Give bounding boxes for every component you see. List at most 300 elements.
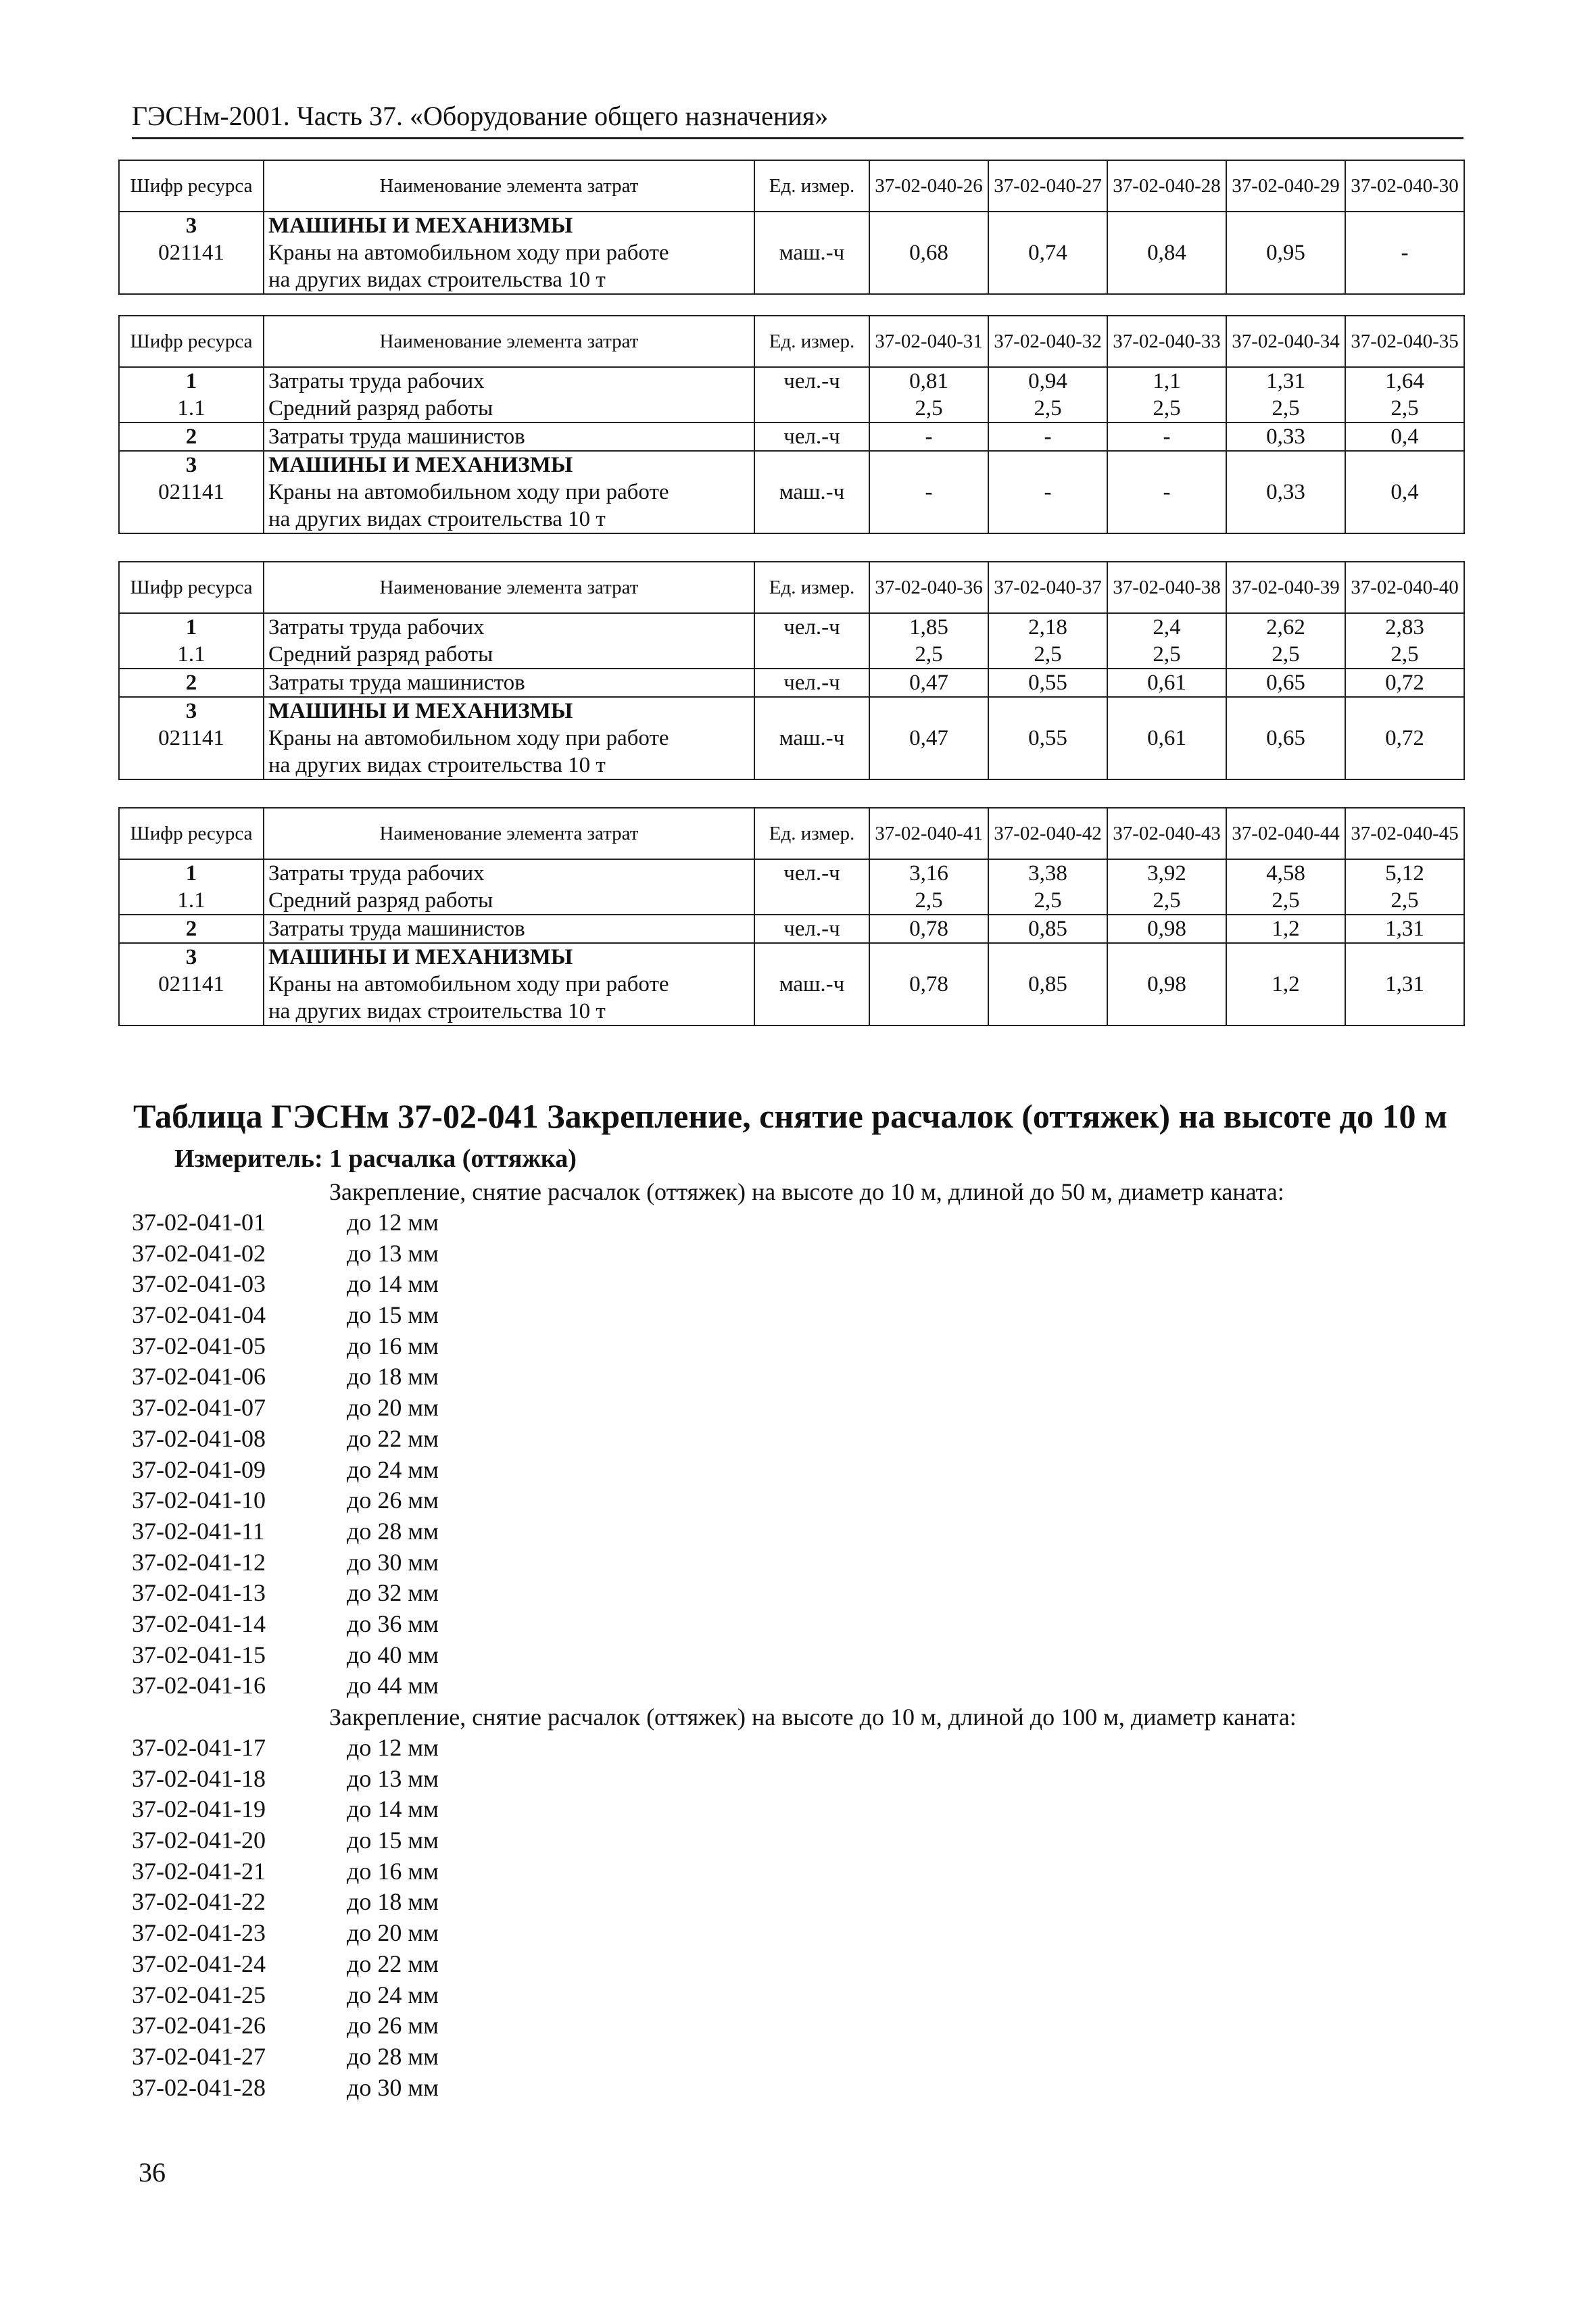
element-name-line: Затраты труда машинистов: [268, 425, 525, 449]
element-name-line: на других видах строительства 10 т: [268, 999, 606, 1023]
cell-value: [1107, 613, 1226, 669]
list-item: [132, 1825, 1297, 1856]
cell-resource-code: [119, 451, 264, 533]
value-line: 0,61: [1147, 726, 1186, 750]
resource-table: [118, 160, 1465, 295]
value-line: 0,68: [909, 241, 948, 265]
cell-resource-code: [119, 697, 264, 779]
list-item: [132, 2073, 1297, 2104]
value-line: 0,65: [1266, 726, 1305, 750]
list-item: [132, 1949, 1297, 1980]
resource-code-line: 1.1: [177, 396, 205, 420]
norm-code: 37-02-041-01: [132, 1209, 266, 1236]
list-item: [132, 1670, 1297, 1702]
header-code: Шифр ресурса: [119, 316, 264, 367]
value-line: 0,81: [909, 369, 948, 393]
header-norm-code: 37-02-040-41: [869, 808, 988, 859]
header-norm-code: 37-02-040-28: [1107, 160, 1226, 212]
norm-code: 37-02-041-27: [132, 2042, 266, 2070]
header-norm-code: 37-02-040-34: [1226, 316, 1345, 367]
list-item: [132, 1918, 1297, 1949]
norm-code: 37-02-041-16: [132, 1672, 266, 1699]
cell-value: [1345, 613, 1464, 669]
norm-list: [132, 1176, 1297, 2103]
norm-code: 37-02-041-25: [132, 1981, 266, 2008]
value-line: 0,98: [1147, 917, 1186, 941]
cell-value: [869, 859, 988, 915]
norm-code: 37-02-041-04: [132, 1301, 266, 1329]
norm-description: до 12 мм: [347, 1209, 439, 1236]
element-name-line: Затраты труда рабочих: [268, 615, 485, 640]
header-name: Наименование элемента затрат: [264, 316, 754, 367]
cell-value: [1107, 367, 1226, 423]
meter-label: Измеритель: 1 расчалка (оттяжка): [174, 1144, 577, 1173]
header-norm-code: 37-02-040-27: [988, 160, 1107, 212]
list-item: [132, 1609, 1297, 1640]
element-name-line: Затраты труда рабочих: [268, 369, 485, 393]
table-row: [119, 915, 1464, 943]
list-item: [132, 1485, 1297, 1516]
cell-value: [869, 367, 988, 423]
value-line: 2,5: [1272, 396, 1300, 420]
norm-code: 37-02-041-20: [132, 1827, 266, 1854]
cell-value: [1226, 367, 1345, 423]
norm-description: до 36 мм: [347, 1610, 439, 1637]
cell-value: [1226, 212, 1345, 294]
value-line: 0,98: [1147, 972, 1186, 996]
norm-code: 37-02-041-19: [132, 1795, 266, 1823]
norm-code: 37-02-041-28: [132, 2073, 266, 2101]
header-norm-code: 37-02-040-36: [869, 562, 988, 613]
norm-code: 37-02-041-14: [132, 1610, 266, 1637]
list-item: [132, 1640, 1297, 1671]
value-line: 0,55: [1028, 671, 1067, 695]
list-item: [132, 2010, 1297, 2042]
page-number: 36: [139, 2157, 166, 2188]
norm-description: до 20 мм: [347, 1394, 439, 1422]
norm-code: 37-02-041-11: [132, 1517, 265, 1545]
value-line: -: [1401, 241, 1409, 265]
group-intro: Закрепление, снятие расчалок (оттяжек) на высоте до 10 м, длиной до 100 м, диаметр каната:: [329, 1704, 1297, 1731]
cell-unit: чел.-ч: [754, 613, 869, 669]
cell-value: [1345, 943, 1464, 1026]
value-line: 0,47: [909, 726, 948, 750]
list-item: [132, 2042, 1297, 2073]
element-name-line: Средний разряд работы: [268, 396, 493, 420]
cell-value: [1226, 943, 1345, 1026]
value-line: -: [1163, 425, 1171, 449]
cell-element-name: [264, 423, 754, 451]
element-name-line: Краны на автомобильном ходу при работе: [268, 241, 669, 265]
value-line: 2,5: [1391, 888, 1419, 913]
value-line: 0,72: [1385, 671, 1424, 695]
page-header: ГЭСНм-2001. Часть 37. «Оборудование общего назначения»: [132, 100, 1464, 139]
table-row: [119, 669, 1464, 697]
cell-unit: чел.-ч: [754, 367, 869, 423]
norm-description: до 13 мм: [347, 1764, 439, 1792]
cell-value: [1345, 915, 1464, 943]
value-line: 1,31: [1385, 972, 1424, 996]
value-line: 2,5: [1391, 642, 1419, 667]
list-item: [132, 1455, 1297, 1486]
cell-element-name: [264, 367, 754, 423]
value-line: 2,5: [915, 396, 943, 420]
cell-resource-code: [119, 613, 264, 669]
cell-value: [1107, 423, 1226, 451]
cell-value: [988, 697, 1107, 779]
cell-value: [988, 367, 1107, 423]
norm-code: 37-02-041-15: [132, 1641, 266, 1668]
value-line: 1,31: [1266, 369, 1305, 393]
table-header-row: [119, 316, 1464, 367]
cell-value: [1107, 915, 1226, 943]
header-norm-code: 37-02-040-26: [869, 160, 988, 212]
element-name-line: Средний разряд работы: [268, 888, 493, 913]
list-item: [132, 1331, 1297, 1362]
table-row: [119, 367, 1464, 423]
norm-description: до 16 мм: [347, 1332, 439, 1359]
header-norm-code: 37-02-040-42: [988, 808, 1107, 859]
resource-code-line: 3: [185, 214, 197, 238]
value-line: 2,83: [1385, 615, 1424, 640]
cell-value: [988, 613, 1107, 669]
norm-description: до 30 мм: [347, 2073, 439, 2101]
value-line: 1,2: [1272, 917, 1300, 941]
list-item: [132, 1424, 1297, 1455]
cell-value: [988, 212, 1107, 294]
cell-value: [1345, 212, 1464, 294]
cell-value: [1107, 859, 1226, 915]
header-norm-code: 37-02-040-30: [1345, 160, 1464, 212]
element-name-line: Краны на автомобильном ходу при работе: [268, 726, 669, 750]
header-code: Шифр ресурса: [119, 160, 264, 212]
resource-table: [118, 315, 1465, 534]
norm-description: до 32 мм: [347, 1579, 439, 1607]
value-line: 0,61: [1147, 671, 1186, 695]
element-name-line: на других видах строительства 10 т: [268, 507, 606, 531]
cell-resource-code: [119, 915, 264, 943]
cell-element-name: [264, 669, 754, 697]
element-name-line: на других видах строительства 10 т: [268, 268, 606, 292]
cell-value: [1226, 451, 1345, 533]
cell-unit: чел.-ч: [754, 859, 869, 915]
list-item: [132, 1269, 1297, 1300]
norm-description: до 18 мм: [347, 1363, 439, 1391]
element-name-line: Краны на автомобильном ходу при работе: [268, 480, 669, 504]
cell-value: [1345, 669, 1464, 697]
norm-code: 37-02-041-26: [132, 2012, 266, 2040]
value-line: 2,5: [1391, 396, 1419, 420]
list-item: [132, 1733, 1297, 1764]
value-line: 5,12: [1385, 861, 1424, 886]
value-line: 2,5: [1034, 396, 1062, 420]
value-line: 0,85: [1028, 972, 1067, 996]
table-header-row: [119, 562, 1464, 613]
norm-description: до 14 мм: [347, 1795, 439, 1823]
list-item: [132, 1393, 1297, 1424]
table-row: [119, 613, 1464, 669]
list-item: [132, 1516, 1297, 1547]
value-line: 0,65: [1266, 671, 1305, 695]
norm-description: до 15 мм: [347, 1301, 439, 1329]
value-line: 1,2: [1272, 972, 1300, 996]
resource-code-line: 021141: [158, 480, 224, 504]
norm-code: 37-02-041-10: [132, 1487, 266, 1514]
norm-code: 37-02-041-03: [132, 1270, 266, 1298]
list-item: [132, 1794, 1297, 1825]
list-item: [132, 1980, 1297, 2011]
value-line: 0,72: [1385, 726, 1424, 750]
norm-description: до 40 мм: [347, 1641, 439, 1668]
value-line: 0,78: [909, 917, 948, 941]
header-norm-code: 37-02-040-40: [1345, 562, 1464, 613]
element-name-line: МАШИНЫ И МЕХАНИЗМЫ: [268, 945, 573, 969]
header-code: Шифр ресурса: [119, 562, 264, 613]
value-line: 2,5: [1272, 888, 1300, 913]
table-row: [119, 423, 1464, 451]
section-title: Таблица ГЭСНм 37-02-041 Закрепление, снятие расчалок (оттяжек) на высоте до 10 м: [133, 1097, 1448, 1135]
cell-value: [869, 669, 988, 697]
table-row: [119, 859, 1464, 915]
list-item: [132, 1764, 1297, 1795]
value-line: 0,47: [909, 671, 948, 695]
norm-description: до 22 мм: [347, 1950, 439, 1977]
cell-element-name: [264, 859, 754, 915]
value-line: 2,18: [1028, 615, 1067, 640]
element-name-line: МАШИНЫ И МЕХАНИЗМЫ: [268, 214, 573, 238]
cell-value: [1226, 423, 1345, 451]
resource-code-line: 3: [185, 453, 197, 477]
value-line: 2,5: [1153, 396, 1181, 420]
norm-code: 37-02-041-23: [132, 1919, 266, 1947]
table-header-row: [119, 808, 1464, 859]
cell-element-name: [264, 451, 754, 533]
value-line: 3,92: [1147, 861, 1186, 886]
norm-code: 37-02-041-13: [132, 1579, 266, 1607]
cell-value: [1226, 859, 1345, 915]
norm-code: 37-02-041-05: [132, 1332, 266, 1359]
cell-value: [988, 451, 1107, 533]
header-norm-code: 37-02-040-39: [1226, 562, 1345, 613]
value-line: 2,5: [1153, 642, 1181, 667]
norm-code: 37-02-041-18: [132, 1764, 266, 1792]
list-item: [132, 1207, 1297, 1238]
cell-value: [1345, 451, 1464, 533]
cell-value: [1345, 367, 1464, 423]
value-line: -: [1163, 480, 1171, 504]
cell-value: [1226, 915, 1345, 943]
element-name-line: Затраты труда машинистов: [268, 917, 525, 941]
cell-unit: чел.-ч: [754, 915, 869, 943]
cell-value: [869, 451, 988, 533]
norm-code: 37-02-041-02: [132, 1239, 266, 1267]
header-norm-code: 37-02-040-31: [869, 316, 988, 367]
resource-code-line: 1.1: [177, 642, 205, 667]
value-line: -: [1044, 480, 1052, 504]
cell-resource-code: [119, 212, 264, 294]
header-unit: Ед. измер.: [754, 808, 869, 859]
norm-description: до 20 мм: [347, 1919, 439, 1947]
value-line: 1,64: [1385, 369, 1424, 393]
cell-element-name: [264, 943, 754, 1026]
element-name-line: на других видах строительства 10 т: [268, 753, 606, 777]
cell-unit: маш.-ч: [754, 451, 869, 533]
cell-value: [1107, 212, 1226, 294]
element-name-line: Затраты труда рабочих: [268, 861, 485, 886]
cell-value: [869, 915, 988, 943]
resource-code-line: 1.1: [177, 888, 205, 913]
resource-code-line: 1: [185, 369, 197, 393]
value-line: 0,78: [909, 972, 948, 996]
list-item: [132, 1238, 1297, 1270]
header-unit: Ед. измер.: [754, 562, 869, 613]
resource-code-line: 2: [185, 671, 197, 695]
cell-value: [1345, 697, 1464, 779]
norm-code: 37-02-041-07: [132, 1394, 266, 1422]
resource-code-line: 3: [185, 699, 197, 723]
value-line: 0,33: [1266, 425, 1305, 449]
cell-value: [988, 669, 1107, 697]
resource-code-line: 2: [185, 917, 197, 941]
value-line: 2,5: [915, 642, 943, 667]
norm-description: до 15 мм: [347, 1827, 439, 1854]
header-norm-code: 37-02-040-29: [1226, 160, 1345, 212]
cell-resource-code: [119, 943, 264, 1026]
element-name-line: МАШИНЫ И МЕХАНИЗМЫ: [268, 699, 573, 723]
norm-description: до 28 мм: [347, 2042, 439, 2070]
norm-description: до 26 мм: [347, 1487, 439, 1514]
table-header-row: [119, 160, 1464, 212]
list-item: [132, 1361, 1297, 1393]
cell-unit: чел.-ч: [754, 423, 869, 451]
cell-unit: маш.-ч: [754, 697, 869, 779]
value-line: 3,16: [909, 861, 948, 886]
norm-description: до 12 мм: [347, 1734, 439, 1761]
norm-code: 37-02-041-06: [132, 1363, 266, 1391]
header-name: Наименование элемента затрат: [264, 562, 754, 613]
header-unit: Ед. измер.: [754, 316, 869, 367]
value-line: 0,4: [1391, 480, 1419, 504]
cell-element-name: [264, 697, 754, 779]
cell-unit: маш.-ч: [754, 212, 869, 294]
header-norm-code: 37-02-040-32: [988, 316, 1107, 367]
value-line: 2,5: [1034, 888, 1062, 913]
header-unit: Ед. измер.: [754, 160, 869, 212]
norm-description: до 24 мм: [347, 1981, 439, 2008]
resource-code-line: 2: [185, 425, 197, 449]
value-line: 2,5: [915, 888, 943, 913]
table-row: [119, 212, 1464, 294]
value-line: 0,74: [1028, 241, 1067, 265]
table-row: [119, 943, 1464, 1026]
header-norm-code: 37-02-040-44: [1226, 808, 1345, 859]
value-line: -: [925, 425, 933, 449]
norm-description: до 16 мм: [347, 1857, 439, 1885]
value-line: 1,31: [1385, 917, 1424, 941]
element-name-line: Затраты труда машинистов: [268, 671, 525, 695]
table-row: [119, 697, 1464, 779]
value-line: 0,55: [1028, 726, 1067, 750]
cell-value: [1226, 669, 1345, 697]
cell-value: [1107, 669, 1226, 697]
cell-resource-code: [119, 669, 264, 697]
value-line: 4,58: [1266, 861, 1305, 886]
value-line: 0,33: [1266, 480, 1305, 504]
group-intro: Закрепление, снятие расчалок (оттяжек) на высоте до 10 м, длиной до 50 м, диаметр каната:: [329, 1178, 1284, 1205]
value-line: -: [925, 480, 933, 504]
cell-resource-code: [119, 367, 264, 423]
norm-description: до 28 мм: [347, 1517, 439, 1545]
header-code: Шифр ресурса: [119, 808, 264, 859]
header-name: Наименование элемента затрат: [264, 160, 754, 212]
value-line: 0,85: [1028, 917, 1067, 941]
resource-code-line: 021141: [158, 241, 224, 265]
cell-value: [1107, 451, 1226, 533]
norm-description: до 26 мм: [347, 2012, 439, 2040]
table-row: [119, 451, 1464, 533]
norm-code: 37-02-041-12: [132, 1548, 266, 1576]
norm-code: 37-02-041-08: [132, 1424, 266, 1452]
header-norm-code: 37-02-040-33: [1107, 316, 1226, 367]
resource-code-line: 1: [185, 861, 197, 886]
resource-code-line: 3: [185, 945, 197, 969]
value-line: 0,4: [1391, 425, 1419, 449]
norm-description: до 22 мм: [347, 1424, 439, 1452]
header-norm-code: 37-02-040-38: [1107, 562, 1226, 613]
list-item: [132, 1887, 1297, 1918]
value-line: 0,84: [1147, 241, 1186, 265]
cell-value: [869, 697, 988, 779]
cell-element-name: [264, 212, 754, 294]
cell-value: [1345, 423, 1464, 451]
list-item: [132, 1300, 1297, 1331]
norm-description: до 14 мм: [347, 1270, 439, 1298]
norm-description: до 18 мм: [347, 1888, 439, 1916]
norm-code: 37-02-041-17: [132, 1734, 266, 1761]
list-item: [132, 1578, 1297, 1609]
value-line: 0,94: [1028, 369, 1067, 393]
cell-value: [1226, 613, 1345, 669]
value-line: 2,5: [1272, 642, 1300, 667]
cell-unit: чел.-ч: [754, 669, 869, 697]
norm-description: до 44 мм: [347, 1672, 439, 1699]
header-name: Наименование элемента затрат: [264, 808, 754, 859]
norm-code: 37-02-041-22: [132, 1888, 266, 1916]
cell-resource-code: [119, 423, 264, 451]
norm-description: до 24 мм: [347, 1455, 439, 1483]
list-item: [132, 1547, 1297, 1578]
value-line: 1,85: [909, 615, 948, 640]
header-norm-code: 37-02-040-37: [988, 562, 1107, 613]
cell-value: [988, 943, 1107, 1026]
cell-value: [869, 943, 988, 1026]
value-line: 2,5: [1153, 888, 1181, 913]
cell-value: [869, 613, 988, 669]
cell-value: [988, 915, 1107, 943]
cell-value: [1226, 697, 1345, 779]
value-line: -: [1044, 425, 1052, 449]
header-norm-code: 37-02-040-45: [1345, 808, 1464, 859]
cell-element-name: [264, 613, 754, 669]
value-line: 2,5: [1034, 642, 1062, 667]
header-norm-code: 37-02-040-35: [1345, 316, 1464, 367]
cell-value: [988, 859, 1107, 915]
resource-table: [118, 561, 1465, 780]
element-name-line: Средний разряд работы: [268, 642, 493, 667]
value-line: 2,4: [1153, 615, 1181, 640]
norm-code: 37-02-041-24: [132, 1950, 266, 1977]
norm-code: 37-02-041-09: [132, 1455, 266, 1483]
